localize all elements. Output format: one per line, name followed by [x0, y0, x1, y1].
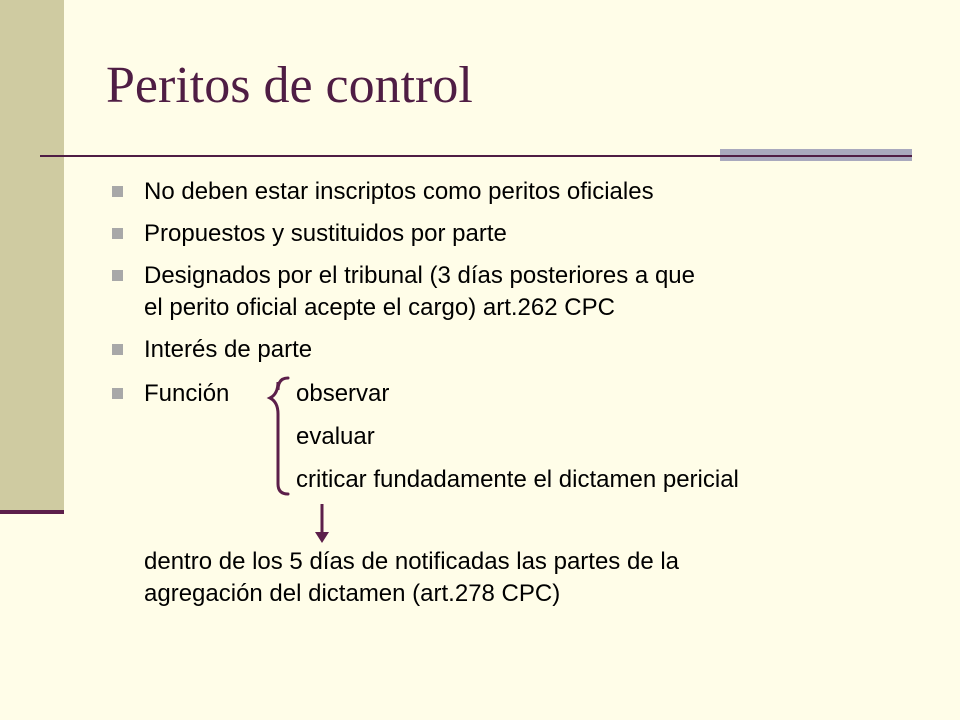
bullet-text-3-line-2: el perito oficial acepte el cargo) art.262 CPC — [144, 294, 615, 321]
bullet-text-2: Propuestos y sustituidos por parte — [144, 220, 507, 247]
title-rule-accent-line — [720, 155, 912, 157]
bullet-icon — [112, 388, 123, 399]
slide-title: Peritos de control — [106, 57, 473, 114]
note-line-2: agregación del dictamen (art.278 CPC) — [144, 580, 561, 607]
bullet-text-4: Interés de parte — [144, 336, 313, 363]
bullet-text-5: Función — [144, 380, 230, 407]
note-line-1: dentro de los 5 días de notificadas las partes de la — [144, 548, 680, 575]
bullet-icon — [112, 228, 123, 239]
curly-brace-icon — [266, 376, 290, 496]
side-band-divider — [0, 510, 64, 514]
arrow-down-icon — [312, 504, 332, 544]
side-band — [0, 0, 64, 512]
function-item-3: criticar fundadamente el dictamen pericial — [296, 466, 739, 493]
bullet-text-3-line-1: Designados por el tribunal (3 días posteriores a que — [144, 262, 695, 289]
bullet-icon — [112, 270, 123, 281]
function-item-2: evaluar — [296, 423, 375, 450]
bullet-icon — [112, 186, 123, 197]
bullet-icon — [112, 344, 123, 355]
bullet-text-1: No deben estar inscriptos como peritos oficiales — [144, 178, 654, 205]
function-item-1: observar — [296, 380, 390, 407]
